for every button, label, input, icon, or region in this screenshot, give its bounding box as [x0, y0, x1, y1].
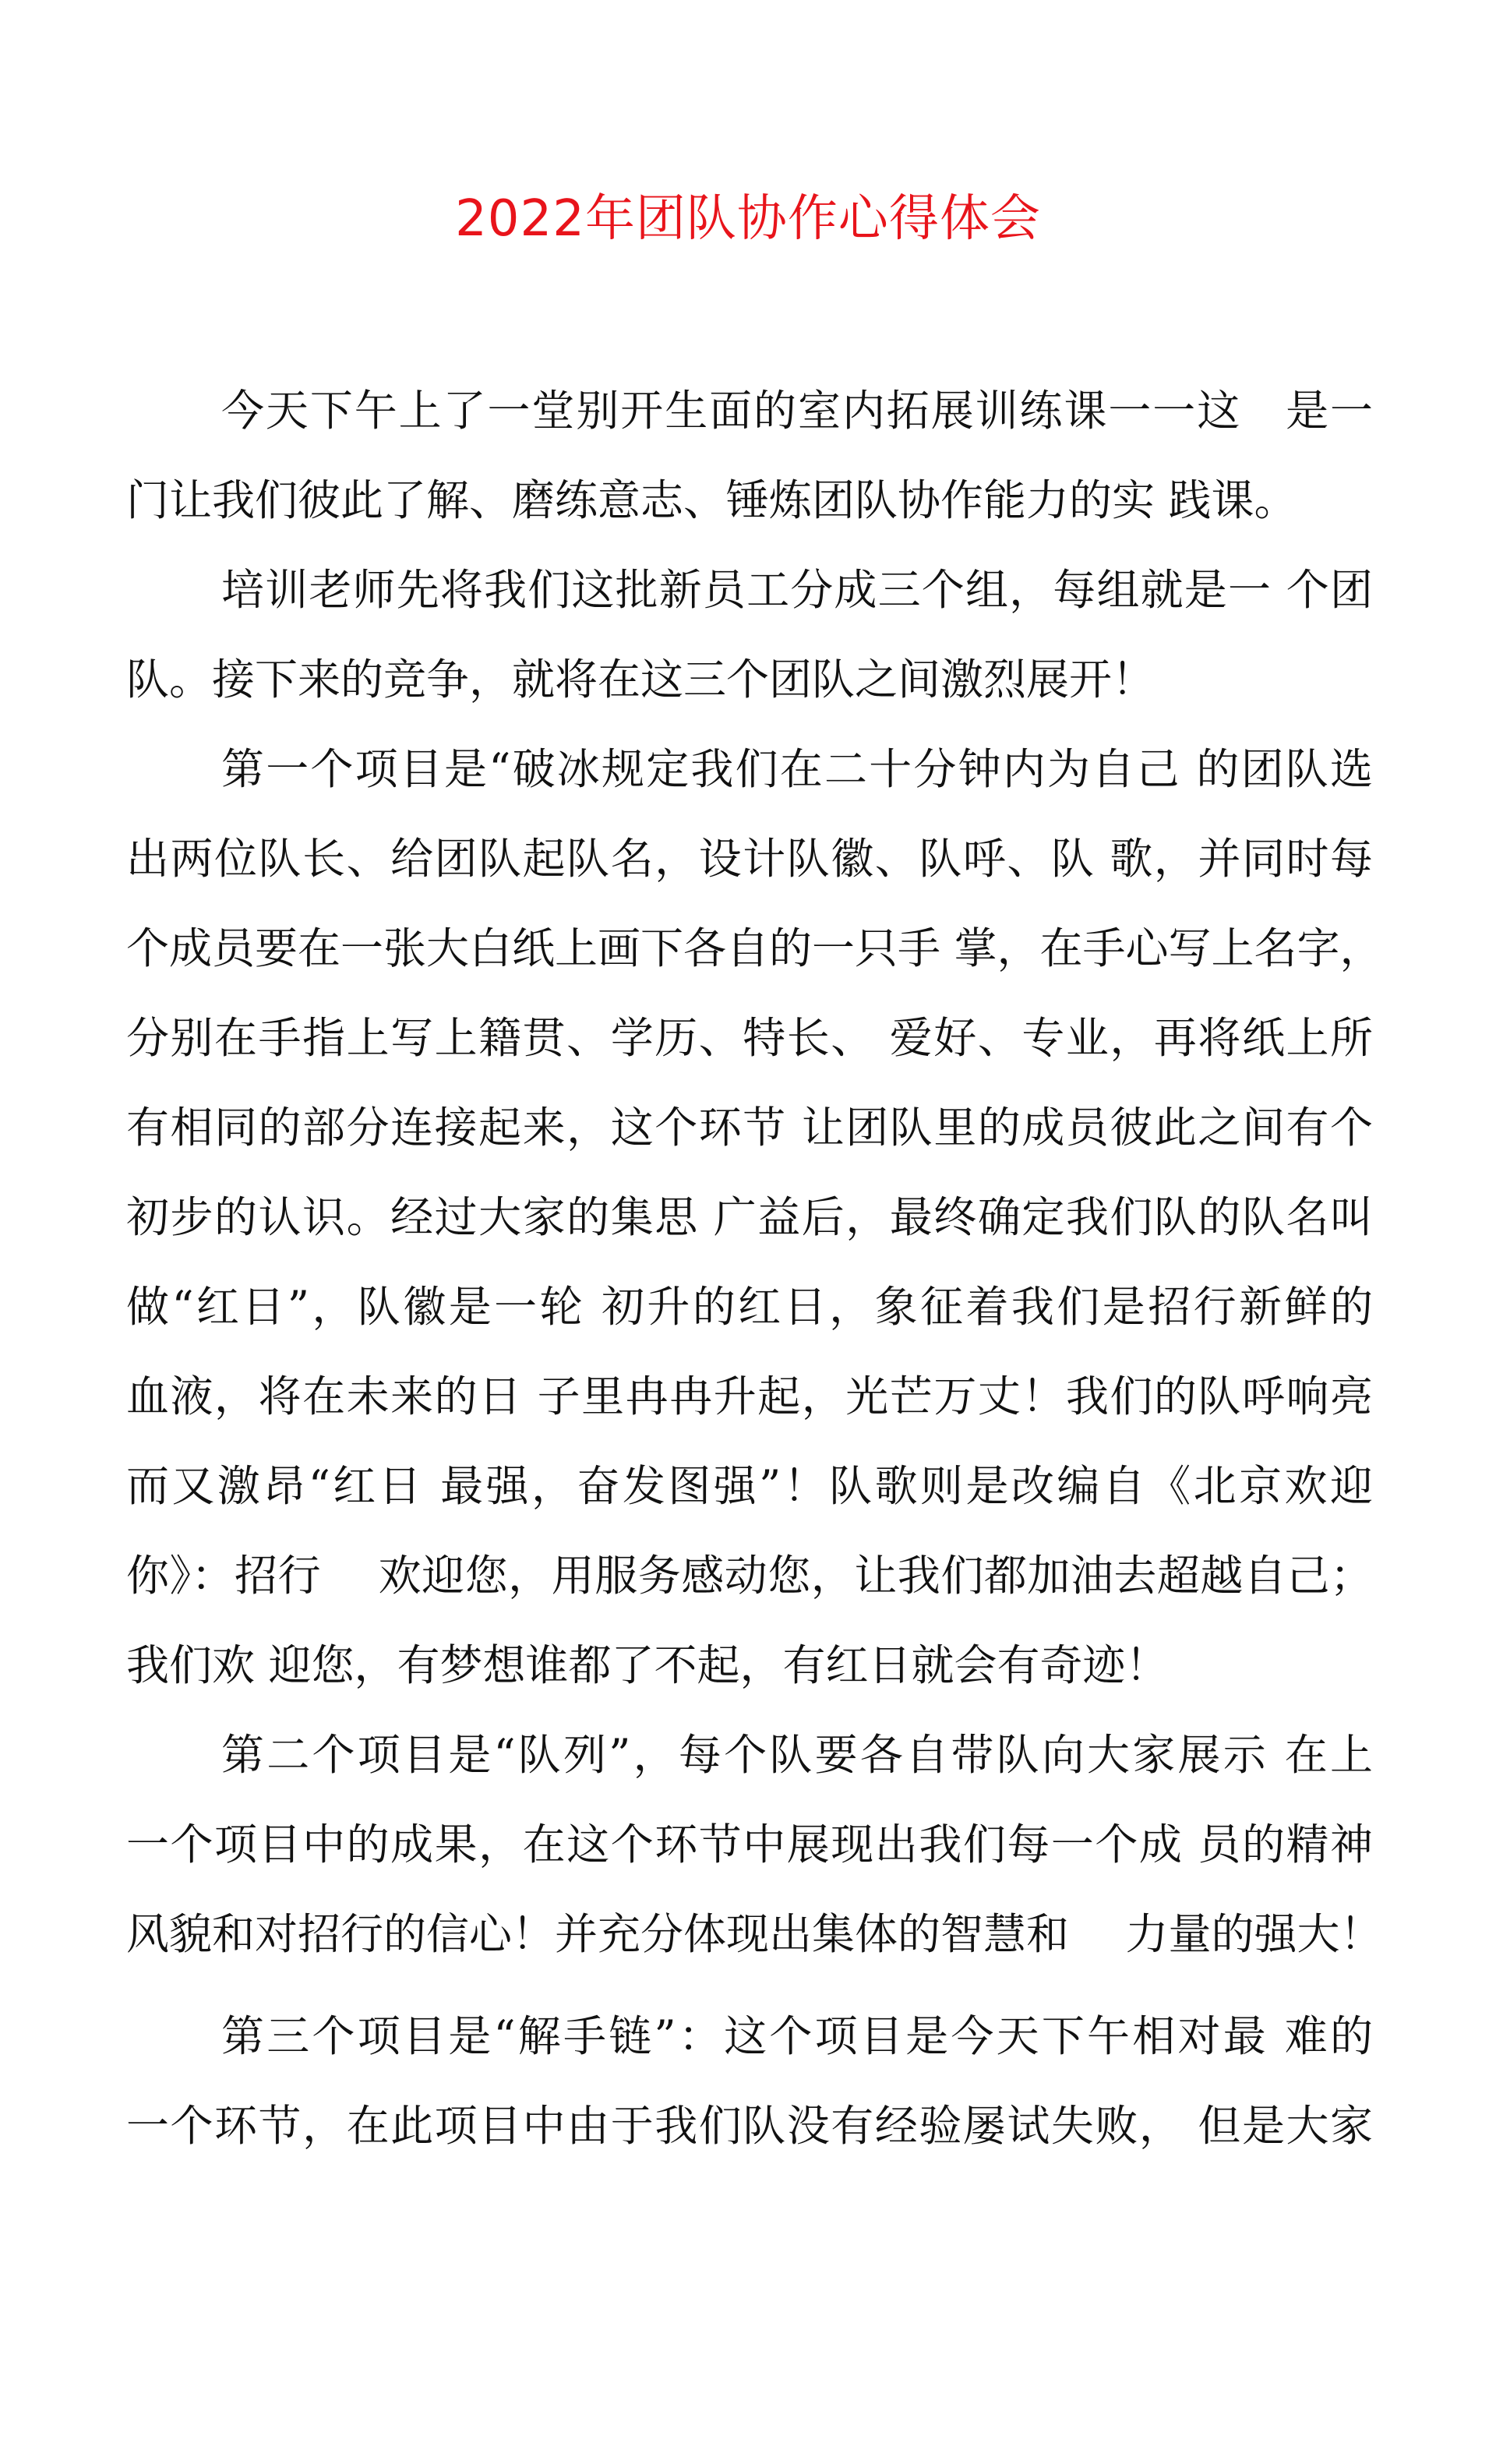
paragraph-line: 第三个项目是“解手链”：这个项目是今天下午相对最 难的	[221, 2011, 1373, 2061]
paragraph-line: 有相同的部分连接起来，这个环节 让团队里的成员彼此之间有个	[126, 1103, 1373, 1153]
paragraph-line: 我们欢 迎您，有梦想谁都了不起，有红日就会有奇迹！	[126, 1640, 1169, 1690]
paragraph-line: 第二个项目是“队列”，每个队要各自带队向大家展示 在上	[221, 1730, 1373, 1780]
paragraph-line: 门让我们彼此了解、磨练意志、锤炼团队协作能力的实 践课。	[126, 475, 1297, 525]
paragraph-4	[126, 1710, 1383, 1979]
paragraph-line: 分别在手指上写上籍贯、学历、特长、 爱好、专业，再将纸上所	[126, 1013, 1373, 1063]
paragraph-line: 你》：招行 欢迎您，用服务感动您，让我们都加油去超越自己；	[126, 1551, 1373, 1601]
document-body	[126, 366, 1383, 2171]
paragraph-line: 风貌和对招行的信心！并充分体现出集体的智慧和 力量的强大！	[126, 1909, 1383, 1959]
paragraph-spacer	[126, 1979, 1373, 1992]
paragraph-line: 一个项目中的成果，在这个环节中展现出我们每一个成 员的精神	[126, 1820, 1373, 1869]
paragraph-1	[126, 366, 1373, 545]
paragraph-2	[126, 545, 1373, 725]
paragraph-line: 今天下午上了一堂别开生面的室内拓展训练课一一这 是一	[221, 386, 1373, 436]
paragraph-line: 队。接下来的竞争，就将在这三个团队之间激烈展开！	[126, 655, 1156, 704]
paragraph-line: 血液，将在未来的日 子里冉冉升起，光芒万丈！我们的队呼响亮	[126, 1371, 1373, 1421]
paragraph-3	[126, 725, 1383, 1710]
document-title: 2022年团队协作心得体会	[455, 190, 1041, 248]
paragraph-line: 一个环节，在此项目中由于我们队没有经验屡试失败， 但是大家	[126, 2101, 1373, 2151]
paragraph-line: 培训老师先将我们这批新员工分成三个组，每组就是一 个团	[221, 565, 1373, 615]
paragraph-line: 个成员要在一张大白纸上画下各自的一只手 掌，在手心写上名字，	[126, 923, 1383, 973]
paragraph-line: 而又激昂“红日 最强，奋发图强”！队歌则是改编自《北京欢迎	[126, 1461, 1373, 1511]
paragraph-line: 初步的认识。经过大家的集思 广益后，最终确定我们队的队名叫	[126, 1192, 1373, 1242]
paragraph-5	[126, 1992, 1373, 2171]
paragraph-line: 做“红日”，队徽是一轮 初升的红日，象征着我们是招行新鲜的	[126, 1282, 1373, 1332]
paragraph-line: 出两位队长、给团队起队名，设计队徽、队呼、队 歌，并同时每	[126, 834, 1373, 884]
paragraph-line: 第一个项目是“破冰规定我们在二十分钟内为自己 的团队选	[221, 744, 1373, 794]
